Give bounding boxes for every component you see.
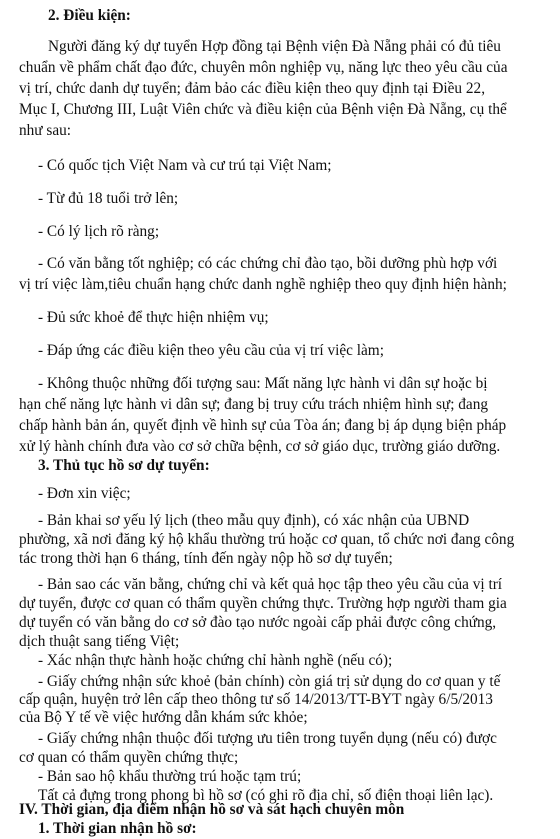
- paragraph-line: Người đăng ký dự tuyển Hợp đồng tại Bệnh viện Đà Nẵng phải có đủ tiêu: [48, 38, 501, 55]
- list-item: - Từ đủ 18 tuổi trở lên;: [38, 190, 179, 207]
- section-heading: 2. Điều kiện:: [48, 7, 131, 24]
- list-item: - Giấy chứng nhận sức khoẻ (bản chính) còn giá trị sử dụng do cơ quan y tế: [38, 673, 501, 690]
- list-item-continuation: dịch thuật sang tiếng Việt;: [19, 633, 180, 650]
- list-item-continuation: dự tuyển, được cơ quan có thẩm quyền chứng thực. Trường hợp người tham gia: [19, 595, 507, 612]
- section-heading: 3. Thủ tục hồ sơ dự tuyển:: [38, 457, 210, 474]
- list-item-continuation: cơ quan có thẩm quyền chứng thực;: [19, 749, 239, 766]
- list-item: - Có văn bằng tốt nghiệp; có các chứng chỉ đào tạo, bồi dưỡng phù hợp với: [38, 255, 498, 272]
- list-item-continuation: dự tuyển có văn bằng do cơ sở đào tạo nước ngoài cấp phải được công chứng,: [19, 614, 497, 631]
- list-item-continuation: hạn chế năng lực hành vi dân sự; đang bị truy cứu trách nhiệm hình sự; đang: [19, 396, 489, 413]
- paragraph-line: như sau:: [19, 122, 72, 139]
- list-item-continuation: phường, xã nơi đăng ký hộ khẩu thường trú hoặc cơ quan, tổ chức nơi đang công: [19, 531, 515, 548]
- paragraph-line: chuẩn về phẩm chất đạo đức, chuyên môn nghiệp vụ, năng lực theo yêu cầu của: [19, 59, 508, 76]
- section-heading: IV. Thời gian, địa điểm nhận hồ sơ và sát hạch chuyên môn: [19, 801, 405, 818]
- list-item-continuation: xử lý hành chính đưa vào cơ sở chữa bệnh, cơ sở giáo dục, trường giáo dưỡng.: [19, 438, 501, 455]
- paragraph-line: Tất cả đựng trong phong bì hồ sơ (có ghi rõ địa chỉ, số điện thoại liên lạc).: [38, 787, 494, 804]
- list-item-continuation: vị trí việc làm,tiêu chuẩn hạng chức danh nghề nghiệp theo quy định hiện hành;: [19, 276, 507, 293]
- list-item: - Đủ sức khoẻ để thực hiện nhiệm vụ;: [38, 309, 269, 326]
- list-item: - Xác nhận thực hành hoặc chứng chỉ hành nghề (nếu có);: [38, 652, 393, 669]
- list-item: - Đáp ứng các điều kiện theo yêu cầu của vị trí việc làm;: [38, 342, 384, 359]
- list-item: - Có lý lịch rõ ràng;: [38, 223, 160, 240]
- list-item-continuation: cấp quận, huyện trở lên cấp theo thông tư số 14/2013/TT-BYT ngày 6/5/2013: [19, 691, 493, 708]
- paragraph-line: Mục I, Chương III, Luật Viên chức và điều kiện của Bệnh viện Đà Nẵng, cụ thể: [19, 101, 507, 118]
- list-item: - Bản sao các văn bằng, chứng chỉ và kết quả học tập theo yêu cầu của vị trí: [38, 576, 503, 593]
- list-item: - Giấy chứng nhận thuộc đối tượng ưu tiên trong tuyển dụng (nếu có) được: [38, 730, 497, 747]
- list-item: - Bản khai sơ yếu lý lịch (theo mẫu quy định), có xác nhận của UBND: [38, 512, 470, 529]
- list-item-continuation: của Bộ Y tế về việc hướng dẫn khám sức khỏe;: [19, 709, 308, 726]
- list-item: - Bản sao hộ khẩu thường trú hoặc tạm trú;: [38, 768, 302, 785]
- list-item-continuation: tác trong thời hạn 6 tháng, tính đến ngày nộp hồ sơ dự tuyển;: [19, 550, 393, 567]
- list-item-continuation: chấp hành bản án, quyết định về hình sự của Tòa án; đang bị áp dụng biện pháp: [19, 417, 507, 434]
- subsection-heading: 1. Thời gian nhận hồ sơ:: [38, 820, 197, 837]
- list-item: - Có quốc tịch Việt Nam và cư trú tại Việt Nam;: [38, 157, 332, 174]
- paragraph-line: vị trí, chức danh dự tuyển; đảm bảo các điều kiện theo quy định tại Điều 22,: [19, 80, 486, 97]
- list-item: - Không thuộc những đối tượng sau: Mất năng lực hành vi dân sự hoặc bị: [38, 375, 488, 392]
- list-item: - Đơn xin việc;: [38, 485, 131, 502]
